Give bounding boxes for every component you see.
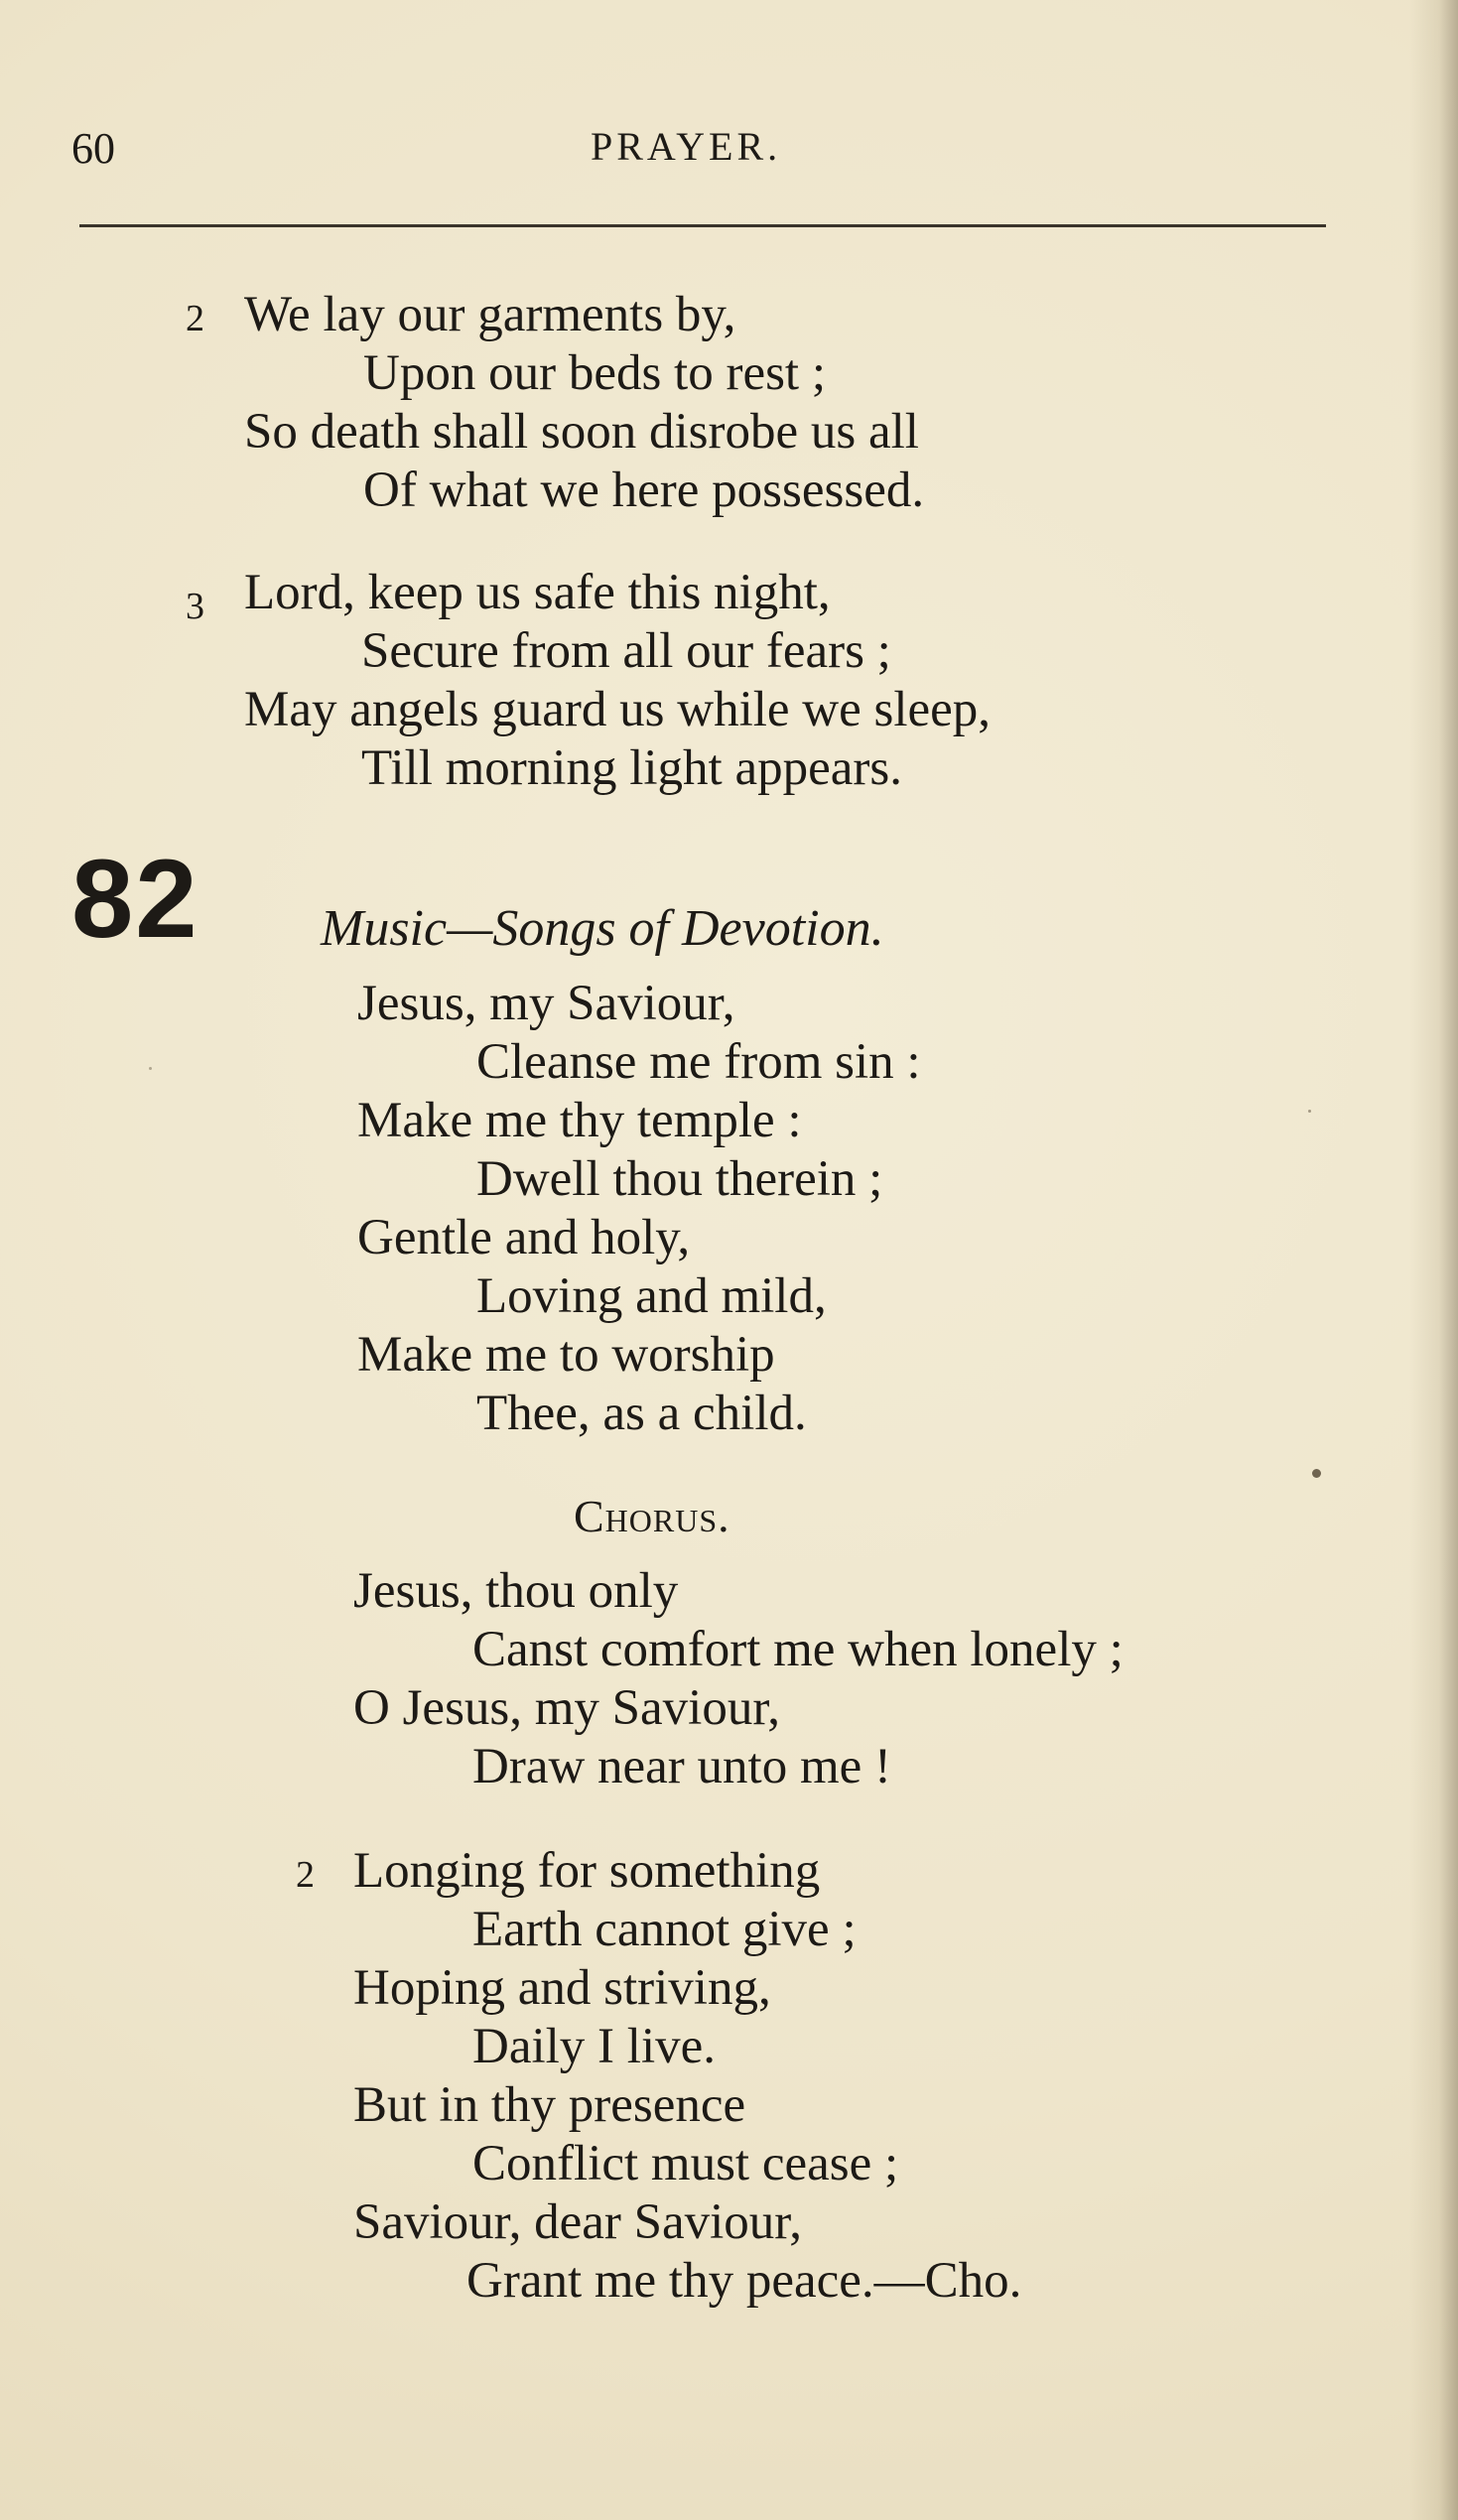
verse-line: Loving and mild, <box>476 1268 827 1324</box>
header-rule <box>79 224 1326 227</box>
verse-number: 2 <box>186 298 204 339</box>
chorus-line: O Jesus, my Saviour, <box>353 1680 781 1736</box>
paper-speck <box>149 1067 152 1070</box>
verse-line: Lord, keep us safe this night, <box>244 565 831 620</box>
verse-line: So death shall soon disrobe us all <box>244 404 919 460</box>
chorus-heading: Chorus. <box>574 1491 730 1541</box>
verse-line: Thee, as a child. <box>476 1386 807 1441</box>
verse-line: Dwell thou therein ; <box>476 1151 883 1207</box>
verse-line: Conflict must cease ; <box>472 2136 899 2191</box>
verse-line: Daily I live. <box>472 2019 717 2074</box>
verse-line: Hoping and striving, <box>353 1960 771 2016</box>
music-credit: Music—Songs of Devotion. <box>321 900 884 957</box>
verse-line: Make me to worship <box>357 1327 775 1383</box>
verse-number: 2 <box>296 1854 315 1896</box>
verse-line: Upon our beds to rest ; <box>363 345 827 401</box>
chorus-line: Draw near unto me ! <box>472 1739 891 1794</box>
verse-line: Jesus, my Saviour, <box>357 976 735 1031</box>
verse-line: Earth cannot give ; <box>472 1902 857 1957</box>
running-title: PRAYER. <box>591 124 782 169</box>
hymn-number: 82 <box>71 837 199 961</box>
verse-line: Secure from all our fears ; <box>361 623 891 679</box>
verse-line: Grant me thy peace.—Cho. <box>466 2253 1022 2309</box>
verse-line: But in thy presence <box>353 2077 746 2133</box>
verse-line: May angels guard us while we sleep, <box>244 682 992 737</box>
verse-line: Gentle and holy, <box>357 1210 691 1265</box>
verse-number: 3 <box>186 586 204 627</box>
verse-line: Till morning light appears. <box>361 740 902 796</box>
paper-speck <box>1312 1469 1321 1478</box>
verse-line: Make me thy temple : <box>357 1093 802 1148</box>
page-number: 60 <box>71 124 115 173</box>
verse-line: Saviour, dear Saviour, <box>353 2194 802 2250</box>
chorus-line: Jesus, thou only <box>353 1563 679 1619</box>
verse-line: Longing for something <box>353 1843 821 1899</box>
chorus-line: Canst comfort me when lonely ; <box>472 1622 1124 1677</box>
paper-speck <box>1308 1110 1311 1113</box>
verse-line: Of what we here possessed. <box>363 463 925 518</box>
verse-line: We lay our garments by, <box>244 287 736 342</box>
verse-line: Cleanse me from sin : <box>476 1034 921 1090</box>
